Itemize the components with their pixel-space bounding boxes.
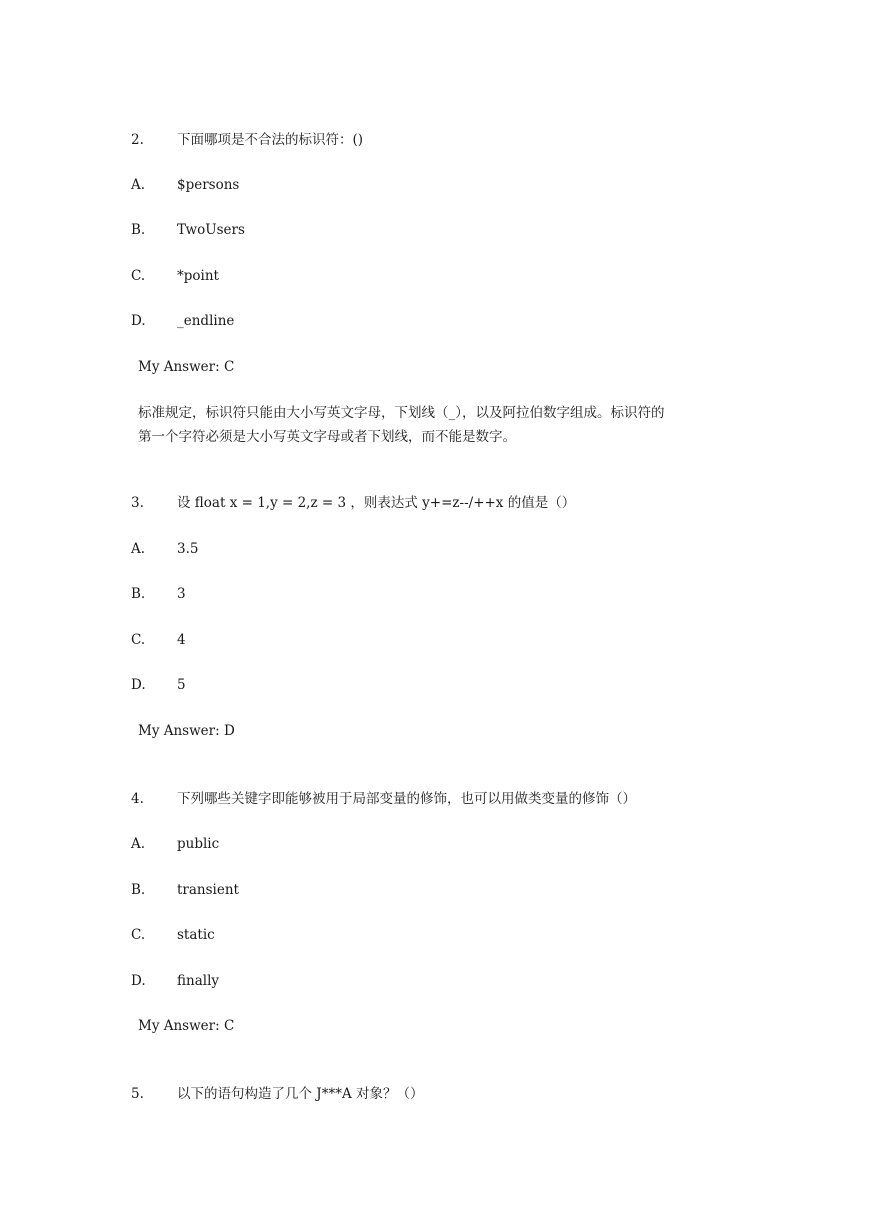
option-text: transient bbox=[177, 882, 239, 898]
option-letter: B. bbox=[131, 882, 146, 898]
option-text: static bbox=[177, 927, 215, 943]
question-number: 4. bbox=[131, 791, 144, 807]
question-number: 3. bbox=[131, 495, 144, 511]
option-text: _endline bbox=[177, 313, 235, 329]
option-text: $persons bbox=[177, 177, 240, 193]
option-letter: D. bbox=[131, 313, 146, 329]
option-text: TwoUsers bbox=[177, 222, 245, 238]
option-letter: C. bbox=[131, 268, 146, 284]
option-letter: D. bbox=[131, 973, 146, 989]
option-letter: A. bbox=[131, 541, 146, 557]
option-text: finally bbox=[177, 973, 220, 989]
my-answer: My Answer: C bbox=[138, 359, 235, 375]
option-text: *point bbox=[177, 268, 219, 284]
option-text: 5 bbox=[177, 677, 186, 693]
question-text: 以下的语句构造了几个 J***A 对象？（） bbox=[177, 1086, 424, 1102]
question-text: 下列哪些关键字即能够被用于局部变量的修饰，也可以用做类变量的修饰（） bbox=[177, 791, 636, 807]
option-letter: C. bbox=[131, 927, 146, 943]
question-number: 2. bbox=[131, 132, 144, 148]
option-text: 4 bbox=[177, 632, 186, 648]
question-text: 设 float x = 1,y = 2,z = 3 ，则表达式 y+=z--/++x 的值是（） bbox=[177, 495, 576, 511]
option-letter: C. bbox=[131, 632, 146, 648]
question-text: 下面哪项是不合法的标识符：() bbox=[177, 132, 364, 148]
option-text: 3 bbox=[177, 586, 186, 602]
option-text: 3.5 bbox=[177, 541, 199, 557]
option-letter: A. bbox=[131, 836, 146, 852]
my-answer: My Answer: C bbox=[138, 1018, 235, 1034]
option-letter: A. bbox=[131, 177, 146, 193]
my-answer: My Answer: D bbox=[138, 723, 235, 739]
option-text: public bbox=[177, 836, 220, 852]
explanation-line: 标准规定，标识符只能由大小写英文字母，下划线（_），以及阿拉伯数字组成。标识符的 bbox=[138, 405, 665, 421]
option-letter: B. bbox=[131, 586, 146, 602]
question-number: 5. bbox=[131, 1086, 144, 1102]
explanation-line: 第一个字符必须是大小写英文字母或者下划线，而不能是数字。 bbox=[138, 429, 516, 445]
option-letter: D. bbox=[131, 677, 146, 693]
option-letter: B. bbox=[131, 222, 146, 238]
explanation bbox=[138, 401, 758, 449]
